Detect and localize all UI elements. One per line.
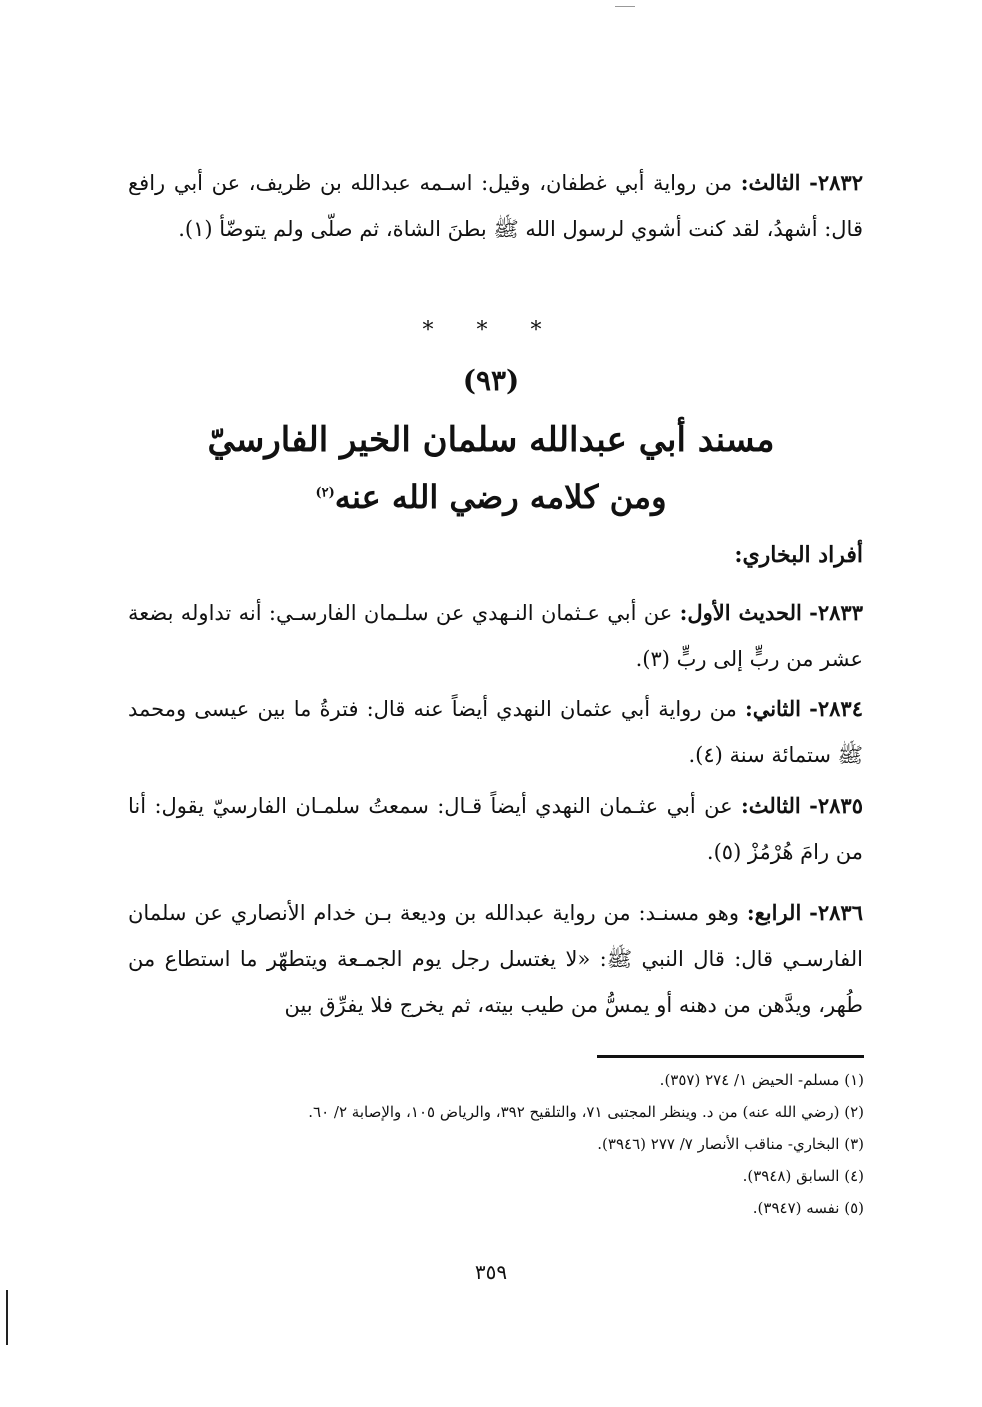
- hadith-lead: الثاني:: [744, 696, 802, 721]
- hadith-lead: الثالث:: [741, 793, 801, 818]
- hadith-lead: الثالث:: [740, 170, 801, 195]
- hadith-body: عن أبي عثـمان النهدي أيضاً قـال: سمعتُ سلمـان الفارسيّ يقول: أنا من رامَ هُرْمُزْ (٥).: [128, 794, 863, 864]
- footnote-ref: (٢): [315, 485, 335, 501]
- hadith-lead: الرابع:: [746, 900, 802, 925]
- hadith-2833: [128, 590, 863, 682]
- hadith-body: من رواية أبي عثمان النهدي أيضاً عنه قال: فترةُ ما بين عيسى ومحمد ﷺ ستمائة سنة (٤).: [128, 697, 863, 767]
- subheading: أفراد البخاري:: [734, 542, 863, 568]
- section-title-line2: ومن كلامه رضي الله عنه$^{(٢)}$: [315, 478, 667, 516]
- hadith-2836: [128, 890, 863, 1028]
- hadith-number: ٢٨٣٦-: [809, 900, 863, 925]
- page-number: ٣٥٩: [474, 1260, 508, 1284]
- hadith-number: ٢٨٣٤-: [809, 696, 863, 721]
- section-separator-stars: * * *: [422, 318, 560, 343]
- footnote-3: (٣) البخاري- مناقب الأنصار ٧/ ٢٧٧ (٣٩٤٦).: [597, 1135, 864, 1153]
- footnote-1: (١) مسلم- الحيض ١/ ٢٧٤ (٣٥٧).: [659, 1071, 864, 1089]
- hadith-2834: [128, 686, 863, 778]
- hadith-lead: الحديث الأول:: [679, 600, 802, 625]
- scan-edge-line: [6, 1290, 8, 1345]
- hadith-number: ٢٨٣٣-: [809, 600, 863, 625]
- footnote-2: (٢) (رضي الله عنه) من د. وينظر المجتبى ٧١، والتلقيح ٣٩٢، والرياض ١٠٥، والإصابة ٢/ ٦٠.: [308, 1103, 864, 1121]
- scan-mark: [615, 6, 635, 7]
- hadith-number: ٢٨٣٢-: [809, 170, 863, 195]
- section-number: (٩٣): [462, 364, 520, 397]
- hadith-2835: [128, 783, 863, 875]
- hadith-body: من رواية أبي غطفان، وقيل: اسـمه عبدالله بن ظريف، عن أبي رافع قال: أشهدُ، لقد كنت أشوي لرسول الله ﷺ بطنَ الشاة، ثم صلّى ولم يتوضّأ (١).: [128, 171, 863, 241]
- footnote-4: (٤) السابق (٣٩٤٨).: [742, 1167, 864, 1185]
- hadith-number: ٢٨٣٥-: [809, 793, 863, 818]
- hadith-body: عن أبي عـثمان النـهدي عن سلـمان الفارسـي: أنه تداوله بضعة عشر من ربٍّ إلى ربٍّ (٣).: [128, 601, 863, 671]
- hadith-body: وهو مسنـد: من رواية عبدالله بن وديعة بـن خدام الأنصاري عن سلمان الفارسـي قال: قال النبي ﷺ: «لا يغتسل رجل يوم الجمـعة ويتطهّر ما استطاع من طُهر، ويدَّهن من دهنه أو يمسُّ من طيب بيته، ثم يخرج فلا يفرِّق بين: [128, 901, 863, 1017]
- hadith-2832: [128, 160, 863, 252]
- footnote-5: (٥) نفسه (٣٩٤٧).: [752, 1199, 864, 1217]
- section-title-line1: مسند أبي عبدالله سلمان الخير الفارسيّ: [207, 420, 775, 460]
- footnote-rule: [597, 1055, 864, 1058]
